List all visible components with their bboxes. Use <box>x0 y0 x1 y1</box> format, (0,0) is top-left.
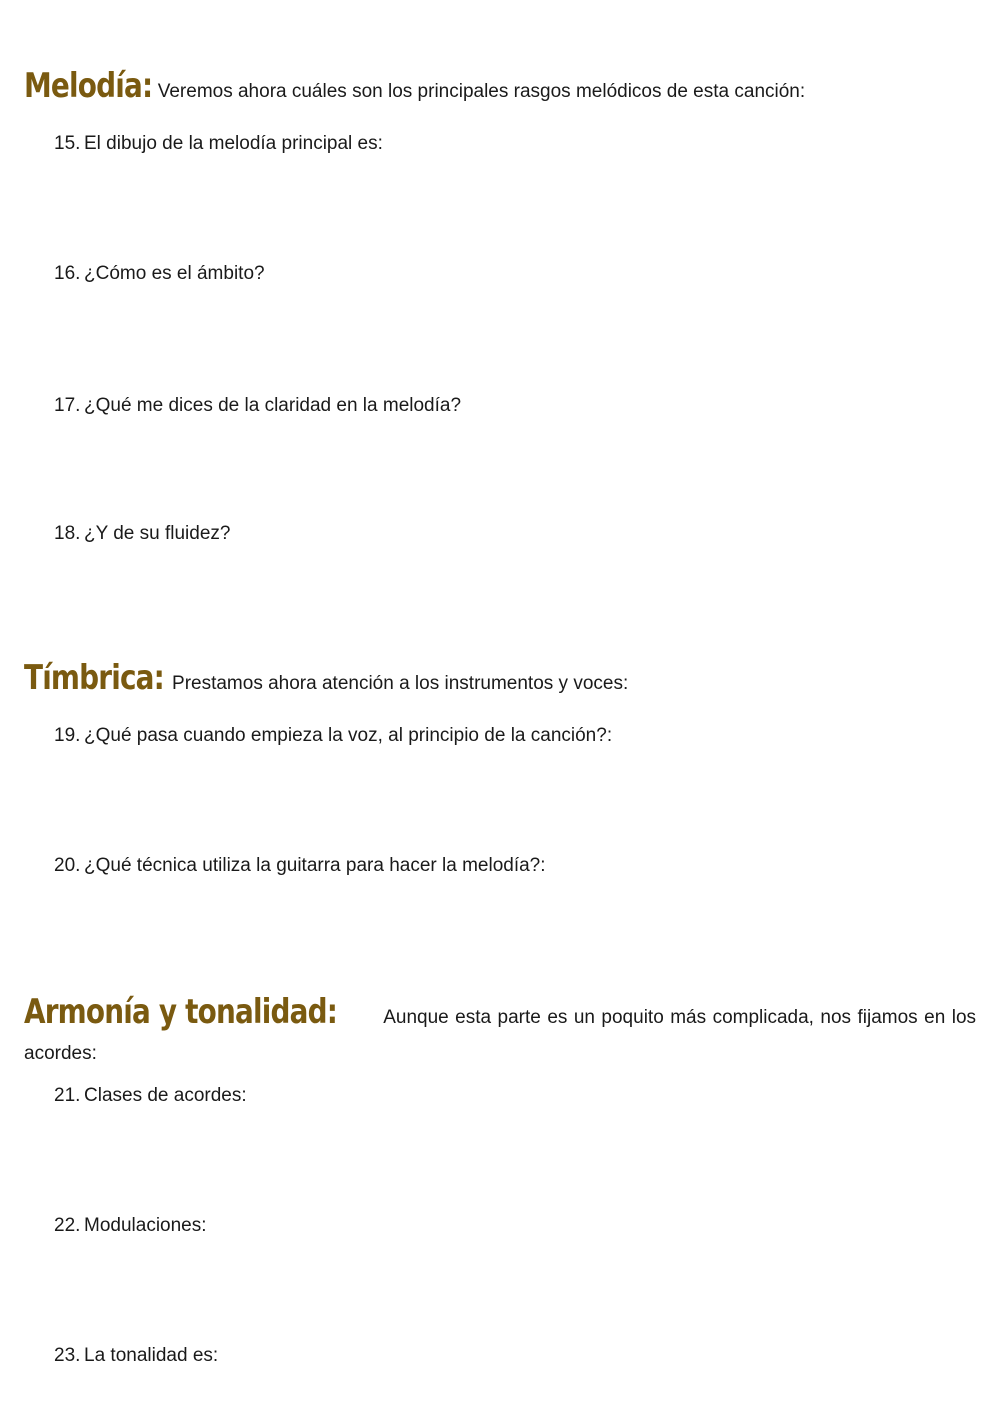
section-armonia <box>24 994 976 1072</box>
question-item <box>54 394 461 418</box>
question-number: 21. <box>54 1085 81 1106</box>
question-number: 17. <box>54 395 81 416</box>
question-item <box>54 1214 207 1238</box>
question-text: ¿Cómo es el ámbito? <box>84 263 265 284</box>
question-number: 22. <box>54 1215 81 1236</box>
section-heading: Melodía: <box>24 66 153 106</box>
section-heading: Tímbrica: <box>24 658 165 698</box>
section-intro: Veremos ahora cuáles son los principales rasgos melódicos de esta canción: <box>157 81 806 102</box>
question-item <box>54 1344 218 1368</box>
question-number: 15. <box>54 133 81 154</box>
section-intro: Aunque esta parte es un poquito más complicada, nos fijamos en los acordes: <box>24 1007 977 1064</box>
question-text: Clases de acordes: <box>84 1085 247 1106</box>
question-number: 23. <box>54 1345 81 1366</box>
section-melodia <box>24 68 976 110</box>
question-item <box>54 724 612 748</box>
question-number: 19. <box>54 725 81 746</box>
question-text: ¿Qué pasa cuando empieza la voz, al principio de la canción?: <box>84 725 613 746</box>
question-item <box>54 132 383 156</box>
section-timbrica <box>24 660 976 702</box>
question-text: El dibujo de la melodía principal es: <box>84 133 383 154</box>
section-intro: Prestamos ahora atención a los instrumentos y voces: <box>172 673 629 694</box>
question-text: ¿Qué me dices de la claridad en la melodía? <box>84 395 462 416</box>
question-item <box>54 522 230 546</box>
question-number: 18. <box>54 523 81 544</box>
question-item <box>54 1084 247 1108</box>
question-item <box>54 262 265 286</box>
section-heading: Armonía y tonalidad: <box>24 992 338 1032</box>
question-text: Modulaciones: <box>84 1215 207 1236</box>
question-text: ¿Y de su fluidez? <box>84 523 231 544</box>
question-number: 16. <box>54 263 81 284</box>
question-item <box>54 854 546 878</box>
question-number: 20. <box>54 855 81 876</box>
question-text: ¿Qué técnica utiliza la guitarra para hacer la melodía?: <box>84 855 546 876</box>
question-text: La tonalidad es: <box>84 1345 219 1366</box>
